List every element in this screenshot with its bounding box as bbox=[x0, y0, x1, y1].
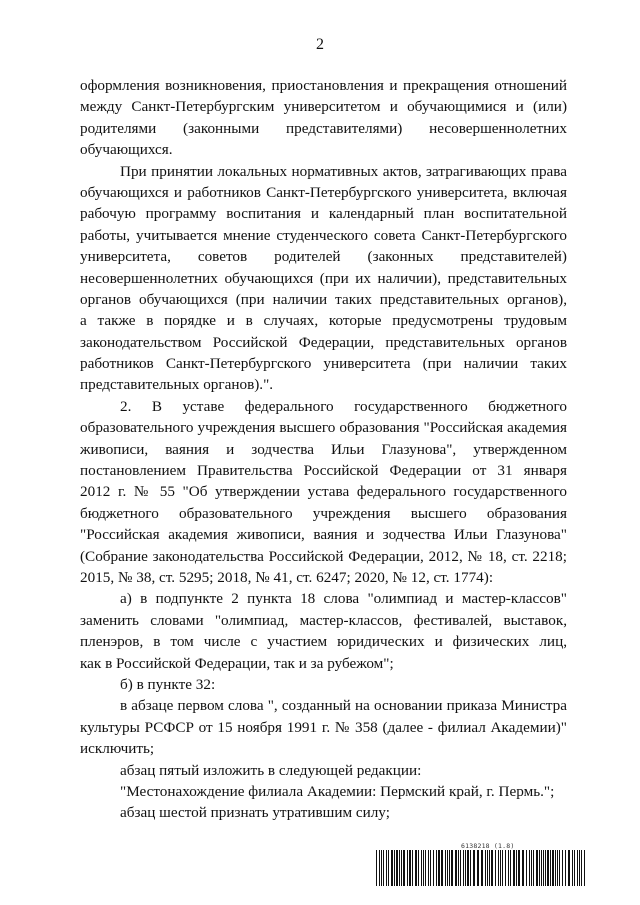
text-line: обучающихся и работников Санкт-Петербургского университета, включая bbox=[80, 183, 567, 201]
text-line: 2012 г. № 55 "Об утверждении устава федерального государственного bbox=[80, 483, 567, 501]
text-line: несовершеннолетних обучающихся (при их наличии), представительных bbox=[80, 269, 567, 287]
text-line: образовательного учреждения высшего образования "Российская академия bbox=[80, 419, 567, 437]
footer-code: 6138218 (1.8) bbox=[461, 842, 515, 850]
text-line: в абзаце первом слова ", созданный на основании приказа Министра bbox=[120, 697, 567, 715]
text-line: культуры РСФСР от 15 ноября 1991 г. № 358 (далее - филиал Академии)" bbox=[80, 718, 567, 736]
page-number: 2 bbox=[316, 36, 324, 53]
text-line: работников Санкт-Петербургского университета (при наличии таких bbox=[80, 355, 567, 373]
text-line: университета, советов родителей (законных представителей) bbox=[80, 248, 567, 266]
text-line: а) в подпункте 2 пункта 18 слова "олимпиад и мастер-классов" bbox=[120, 590, 567, 608]
text-line: абзац пятый изложить в следующей редакции: bbox=[120, 761, 422, 779]
text-line: обучающихся. bbox=[80, 141, 173, 159]
text-line: родителями (законными представителями) несовершеннолетних bbox=[80, 119, 567, 137]
text-line: "Российская академия живописи, ваяния и зодчества Ильи Глазунова" bbox=[80, 526, 567, 544]
text-line: постановлением Правительства Российской Федерации от 31 января bbox=[80, 462, 567, 480]
text-line: исключить; bbox=[80, 740, 155, 758]
text-line: рабочую программу воспитания и календарный план воспитательной bbox=[80, 205, 567, 223]
text-line: между Санкт-Петербургским университетом и обучающимися и (или) bbox=[80, 98, 567, 116]
barcode-graphic bbox=[376, 850, 588, 886]
text-line: заменить словами "олимпиад, мастер-классов, фестивалей, выставок, bbox=[80, 611, 567, 629]
text-line: работы, учитывается мнение студенческого совета Санкт-Петербургского bbox=[80, 226, 567, 244]
document-body bbox=[80, 75, 567, 824]
text-line: (Собрание законодательства Российской Федерации, 2012, № 18, ст. 2218; bbox=[80, 547, 567, 565]
text-line: живописи, ваяния и зодчества Ильи Глазунова", утвержденном bbox=[80, 440, 567, 458]
text-line: При принятии локальных нормативных актов, затрагивающих права bbox=[120, 162, 567, 180]
text-line: бюджетного образовательного учреждения высшего образования bbox=[80, 504, 567, 522]
text-line: органов обучающихся (при наличии таких представительных органов), bbox=[80, 290, 567, 308]
text-line: абзац шестой признать утратившим силу; bbox=[120, 804, 390, 822]
text-line: законодательством Российской Федерации, представительных органов bbox=[80, 333, 567, 351]
text-line: а также в порядке и в случаях, которые предусмотрены трудовым bbox=[80, 312, 567, 330]
barcode bbox=[376, 850, 588, 886]
text-line: пленэров, в том числе с участием юридических и физических лиц, bbox=[80, 633, 567, 651]
text-line: 2. В уставе федерального государственного бюджетного bbox=[120, 397, 567, 415]
text-line: 2015, № 38, ст. 5295; 2018, № 41, ст. 6247; 2020, № 12, ст. 1774): bbox=[80, 568, 494, 586]
text-line: как в Российской Федерации, так и за рубежом"; bbox=[80, 654, 394, 672]
text-line: представительных органов).". bbox=[80, 376, 274, 394]
text-line: б) в пункте 32: bbox=[120, 675, 216, 693]
text-line: оформления возникновения, приостановления и прекращения отношений bbox=[80, 77, 567, 94]
text-line: "Местонахождение филиала Академии: Пермский край, г. Пермь."; bbox=[120, 782, 555, 800]
